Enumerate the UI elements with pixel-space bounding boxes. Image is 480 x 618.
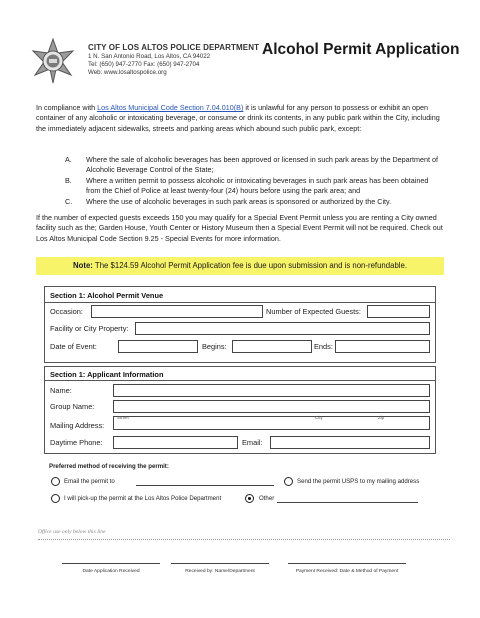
- exception-text: Where a written permit to possess alcoholic or intoxicating beverages in such park areas has been obtained from the Chief of Police at least twenty-four (24) hours before using the park area; and: [86, 176, 429, 196]
- exception-item-a: [65, 155, 443, 175]
- begins-field[interactable]: [232, 340, 312, 353]
- fee-note-banner: [36, 257, 444, 275]
- email-label: Email:: [242, 438, 263, 447]
- street-sublabel: Street: [117, 415, 129, 420]
- other-line[interactable]: [277, 502, 418, 503]
- city-sublabel: City: [315, 415, 323, 420]
- occasion-field[interactable]: [91, 305, 263, 318]
- mailing-address-label: Mailing Address:: [50, 421, 105, 430]
- email-permit-line[interactable]: [136, 485, 274, 486]
- applicant-name-label: Name:: [50, 386, 72, 395]
- intro-text-after: it is unlawful for any person to possess or exhibit an open container of any alcoholic or intoxicating beverage, or consume or drink its contents, in any public park within the City, including the immediately adjacent sidewalks, streets and parking areas which abound such public park, except:: [36, 103, 440, 133]
- date-received-line: [62, 563, 160, 564]
- exception-item-b: [65, 176, 443, 196]
- payment-received-label: Payment Received: Date & Method of Payment: [295, 569, 399, 574]
- department-address: 1 N. San Antonio Road, Los Altos, CA 94022: [88, 53, 211, 60]
- note-text: The $124.59 Alcohol Permit Application fee is due upon submission and is non-refundable.: [92, 261, 408, 270]
- exception-letter: B.: [65, 176, 72, 185]
- event-date-label: Date of Event:: [50, 342, 97, 351]
- document-title: Alcohol Permit Application: [262, 41, 460, 58]
- expected-guests-label: Number of Expected Guests:: [266, 307, 361, 316]
- expected-guests-field[interactable]: [367, 305, 430, 318]
- exception-item-c: [65, 197, 443, 207]
- received-by-label: Received by: Name/Department: [185, 569, 255, 574]
- applicant-name-field[interactable]: [113, 384, 430, 397]
- section-divider: [45, 302, 435, 303]
- group-name-field[interactable]: [113, 400, 430, 413]
- exception-text: Where the sale of alcoholic beverages has been approved or licensed in such park areas by the Department of Alcoholic Beverage Control of the State;: [86, 155, 438, 175]
- pickup-radio[interactable]: [51, 494, 60, 503]
- exception-letter: C.: [65, 197, 73, 206]
- ends-label: Ends:: [314, 342, 333, 351]
- email-permit-label: Email the permit to: [64, 478, 115, 485]
- department-phone-fax: Tel: (650) 947-2770 Fax: (650) 947-2704: [88, 61, 200, 68]
- department-name: CITY OF LOS ALTOS POLICE DEPARTMENT: [88, 43, 260, 52]
- usps-radio[interactable]: [284, 477, 293, 486]
- preferred-method-title: Preferred method of receiving the permit:: [49, 463, 169, 470]
- date-received-label: Date Application Received: [82, 569, 140, 574]
- other-label: Other: [259, 495, 275, 502]
- group-name-label: Group Name:: [50, 402, 95, 411]
- section-title: Section 1: Applicant Information: [50, 370, 164, 379]
- office-use-note: Office use only below this line: [38, 529, 106, 535]
- police-badge-star-icon: [30, 38, 76, 84]
- facility-field[interactable]: [135, 322, 430, 335]
- zip-sublabel: Zip: [378, 415, 385, 420]
- office-use-divider: [38, 539, 450, 540]
- exception-text: Where the use of alcoholic beverages in such park areas is sponsored or authorized by the City.: [86, 197, 392, 206]
- section-title: Section 1: Alcohol Permit Venue: [50, 291, 164, 300]
- begins-label: Begins:: [202, 342, 227, 351]
- payment-received-line: [288, 563, 406, 564]
- municipal-code-link[interactable]: Los Altos Municipal Code Section 7.04.010(B): [97, 103, 244, 112]
- facility-label: Facility or City Property:: [50, 324, 129, 333]
- daytime-phone-field[interactable]: [113, 436, 238, 449]
- usps-label: Send the permit USPS to my mailing address: [297, 478, 420, 485]
- special-event-paragraph: If the number of expected guests exceeds 150 you may qualify for a Special Event Permit unless you are renting a City owned facility such as the; Garden House, Youth Center or History Museum then a Special Event Permit will not be required. Check out Los Altos Municipal Code Section 9.25 - Special Events for more information.: [36, 213, 443, 243]
- received-by-line: [171, 563, 269, 564]
- fee-note: [36, 261, 444, 270]
- note-label: Note:: [72, 261, 93, 270]
- department-website: Web: www.losaltospolice.org: [88, 69, 167, 76]
- email-permit-radio[interactable]: [51, 477, 60, 486]
- pickup-label: I will pick-up the permit at the Los Altos Police Department: [64, 495, 222, 502]
- intro-text-before: In compliance with: [36, 103, 98, 112]
- daytime-phone-label: Daytime Phone:: [50, 438, 103, 447]
- event-date-field[interactable]: [118, 340, 198, 353]
- other-radio[interactable]: [245, 494, 254, 503]
- ends-field[interactable]: [335, 340, 430, 353]
- email-field[interactable]: [270, 436, 430, 449]
- section-divider: [45, 380, 435, 381]
- exception-letter: A.: [65, 155, 72, 164]
- intro-paragraph: [36, 103, 446, 134]
- occasion-label: Occasion:: [50, 307, 83, 316]
